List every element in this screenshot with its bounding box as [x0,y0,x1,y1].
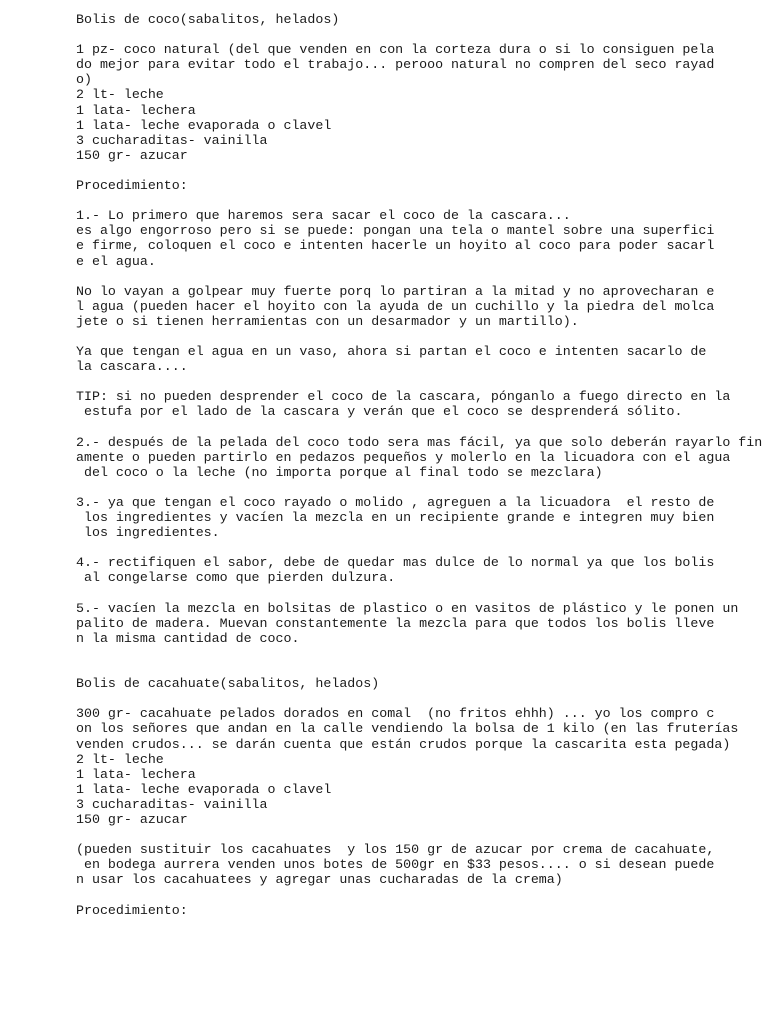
procedure-paragraph [76,284,756,329]
recipe2-title: Bolis de cacahuate(sabalitos, helados) [76,676,380,692]
paragraph-line: los ingredientes y vacíen la mezcla en un recipiente grande e integren muy bien [76,510,715,526]
procedure-paragraph [76,495,756,540]
ingredient-line: 150 gr- azucar [76,147,188,163]
paragraph-line: 4.- rectifiquen el sabor, debe de quedar mas dulce de lo normal ya que los bolis [76,555,715,571]
paragraph-line: e firme, coloquen el coco e intenten hacerle un hoyito al coco para poder sacarl [76,238,715,254]
paragraph-line: TIP: si no pueden desprender el coco de la cascara, pónganlo a fuego directo en la [76,389,731,405]
paragraph-line: al congelarse como que pierden dulzura. [76,570,396,586]
paragraph-line: Ya que tengan el agua en un vaso, ahora si partan el coco e intenten sacarlo de [76,344,707,360]
paragraph-line: l agua (pueden hacer el hoyito con la ayuda de un cuchillo y la piedra del molca [76,298,715,314]
recipe1-procedure-heading-block [76,178,756,193]
ingredient-line: 150 gr- azucar [76,811,188,827]
paragraph-line: la cascara.... [76,359,188,375]
paragraph-line: del coco o la leche (no importa porque al final todo se mezclara) [76,464,603,480]
procedure-heading: Procedimiento: [76,902,188,918]
ingredient-line: 1 lata- lechera [76,766,196,782]
recipe1-ingredients [76,42,756,163]
ingredient-line: 3 cucharaditas- vainilla [76,796,268,812]
recipe2-ingredients [76,706,756,827]
ingredient-line: do mejor para evitar todo el trabajo... perooo natural no compren del seco rayad [76,57,715,73]
ingredient-line: 1 lata- lechera [76,102,196,118]
procedure-paragraph [76,555,756,585]
ingredient-line: o) [76,72,92,88]
recipe2-note [76,842,756,887]
procedure-paragraph [76,434,763,480]
paragraph-line: jete o si tienen herramientas con un desarmador y un martillo). [76,313,579,329]
tip-paragraph [76,389,756,419]
paragraph-line: amente o pueden partirlo en pedazos pequeños y molerlo en la licuadora con el agua [76,449,731,465]
procedure-paragraph [76,601,756,646]
ingredient-line: 2 lt- leche [76,751,164,767]
ingredient-line: 1 lata- leche evaporada o clavel [76,117,332,133]
ingredient-line: 300 gr- cacahuate pelados dorados en comal (no fritos ehhh) ... yo los compro c [76,706,715,722]
recipe2-title-block [76,676,756,691]
procedure-paragraph [76,208,756,268]
paragraph-line: 3.- ya que tengan el coco rayado o molido , agreguen a la licuadora el resto de [76,495,715,510]
paragraph-line: 1.- Lo primero que haremos sera sacar el coco de la cascara... [76,208,571,224]
note-line: (pueden sustituir los cacahuates y los 150 gr de azucar por crema de cacahuate, [76,842,715,858]
ingredient-line: venden crudos... se darán cuenta que están crudos porque la cascarita esta pegada) [76,736,731,752]
recipe2-procedure-heading-block [76,903,756,918]
ingredient-line: 2 lt- leche [76,87,164,103]
paragraph-line: 2.- después de la pelada del coco todo sera mas fácil, ya que solo deberán rayarlo fin [76,434,763,450]
paragraph-line: No lo vayan a golpear muy fuerte porq lo partiran a la mitad y no aprovecharan e [76,283,715,299]
paragraph-line: n la misma cantidad de coco. [76,630,300,646]
paragraph-line: estufa por el lado de la cascara y verán que el coco se desprenderá sólito. [76,404,683,420]
procedure-heading: Procedimiento: [76,178,188,194]
recipe1-title: Bolis de coco(sabalitos, helados) [76,12,340,27]
document-page [76,12,763,933]
ingredient-line: 1 pz- coco natural (del que venden en con la corteza dura o si lo consiguen pela [76,42,715,58]
paragraph-line: los ingredientes. [76,525,220,541]
ingredient-line: on los señores que andan en la calle vendiendo la bolsa de 1 kilo (en las fruterías [76,721,739,737]
ingredient-line: 1 lata- leche evaporada o clavel [76,781,332,797]
note-line: n usar los cacahuatees y agregar unas cucharadas de la crema) [76,872,563,888]
ingredient-line: 3 cucharaditas- vainilla [76,132,268,148]
paragraph-line: es algo engorroso pero si se puede: pongan una tela o mantel sobre una superfici [76,223,715,239]
procedure-paragraph [76,344,756,374]
paragraph-line: 5.- vacíen la mezcla en bolsitas de plastico o en vasitos de plástico y le ponen un [76,600,739,616]
recipe1-title-block [76,12,756,27]
paragraph-line: e el agua. [76,253,156,269]
paragraph-line: palito de madera. Muevan constantemente la mezcla para que todos los bolis lleve [76,615,715,631]
note-line: en bodega aurrera venden unos botes de 500gr en $33 pesos.... o si desean puede [76,857,715,873]
